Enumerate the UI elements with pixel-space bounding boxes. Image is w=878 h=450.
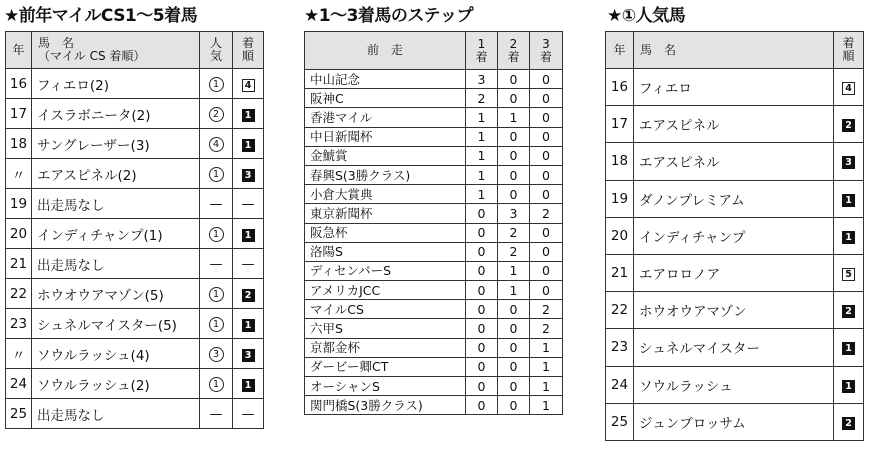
first-count: 0 — [466, 261, 498, 280]
popularity-cell — [200, 369, 233, 399]
prev-year-title: ★前年マイルCS1～5着馬 — [4, 6, 198, 26]
horse-cell: シュネルマイスター(5) — [32, 309, 200, 339]
third-count: 1 — [530, 377, 563, 396]
third-count: 0 — [530, 146, 563, 165]
first-count: 0 — [466, 242, 498, 261]
second-count: 2 — [498, 223, 530, 242]
third-count: 0 — [530, 223, 563, 242]
horse-header: 馬 名 （マイル CS 着順） — [32, 32, 200, 69]
year-cell: 22 — [6, 279, 32, 309]
first-count: 0 — [466, 319, 498, 338]
finish-cell — [834, 217, 864, 254]
first-count: 0 — [466, 357, 498, 376]
finish-badge: 1 — [842, 380, 855, 393]
table-row — [6, 369, 264, 399]
finish-badge: 3 — [242, 349, 255, 362]
finish-badge: 1 — [842, 342, 855, 355]
steps-header-row — [305, 32, 563, 70]
table-row — [606, 106, 864, 143]
finish-badge: 2 — [842, 305, 855, 318]
popularity-cell — [200, 399, 233, 429]
horse-cell: インディチャンプ — [634, 217, 834, 254]
race-cell: 小倉大賞典 — [305, 185, 466, 204]
first-count: 0 — [466, 300, 498, 319]
popularity-badge: 1 — [209, 317, 224, 332]
race-cell: 中日新聞杯 — [305, 127, 466, 146]
first-count: 0 — [466, 338, 498, 357]
table-row — [305, 146, 563, 165]
finish-badge: 2 — [842, 119, 855, 132]
favorites-table — [605, 31, 864, 441]
second-count: 1 — [498, 281, 530, 300]
table-row — [6, 129, 264, 159]
second-count: 0 — [498, 357, 530, 376]
first-count: 0 — [466, 396, 498, 415]
third-count: 0 — [530, 89, 563, 108]
table-row — [305, 242, 563, 261]
table-row — [305, 204, 563, 223]
year-cell: 24 — [606, 366, 634, 403]
third-count: 0 — [530, 108, 563, 127]
second-header: 2 着 — [498, 32, 530, 70]
second-count: 0 — [498, 185, 530, 204]
second-count: 0 — [498, 146, 530, 165]
popularity-badge: 3 — [209, 347, 224, 362]
table-row — [305, 377, 563, 396]
popularity-header: 人 気 — [200, 32, 233, 69]
first-count: 1 — [466, 108, 498, 127]
table-row — [606, 329, 864, 366]
year-cell: 20 — [6, 219, 32, 249]
finish-badge: 1 — [242, 109, 255, 122]
table-row — [305, 338, 563, 357]
third-count: 2 — [530, 204, 563, 223]
third-count: 0 — [530, 281, 563, 300]
third-count: 0 — [530, 261, 563, 280]
finish-cell — [233, 399, 264, 429]
race-cell: 関門橋S(3勝クラス) — [305, 396, 466, 415]
popularity-value: — — [209, 196, 223, 212]
second-count: 0 — [498, 396, 530, 415]
finish-value: — — [241, 256, 255, 272]
third-count: 0 — [530, 127, 563, 146]
table-row — [305, 261, 563, 280]
table-row — [305, 89, 563, 108]
table-row — [606, 217, 864, 254]
race-cell: 香港マイル — [305, 108, 466, 127]
second-count: 0 — [498, 377, 530, 396]
third-count: 0 — [530, 242, 563, 261]
table-row — [6, 99, 264, 129]
second-count: 1 — [498, 108, 530, 127]
finish-cell — [233, 279, 264, 309]
popularity-value: — — [209, 406, 223, 422]
table-row — [305, 127, 563, 146]
table-row — [6, 69, 264, 99]
race-cell: アメリカJCC — [305, 281, 466, 300]
popularity-badge: 1 — [209, 77, 224, 92]
race-cell: 京都金杯 — [305, 338, 466, 357]
popularity-badge: 1 — [209, 377, 224, 392]
finish-cell — [233, 369, 264, 399]
finish-cell — [834, 254, 864, 291]
first-count: 0 — [466, 204, 498, 223]
year-cell: 23 — [606, 329, 634, 366]
second-count: 2 — [498, 242, 530, 261]
third-count: 2 — [530, 300, 563, 319]
horse-cell: ソウルラッシュ — [634, 366, 834, 403]
race-cell: 春興S(3勝クラス) — [305, 165, 466, 184]
first-header: 1 着 — [466, 32, 498, 70]
prev-year-header-row — [6, 32, 264, 69]
table-row — [606, 69, 864, 106]
second-count: 1 — [498, 261, 530, 280]
horse-cell: フィエロ — [634, 69, 834, 106]
race-cell: オーシャンS — [305, 377, 466, 396]
second-count: 0 — [498, 338, 530, 357]
horse-cell: シュネルマイスター — [634, 329, 834, 366]
race-cell: マイルCS — [305, 300, 466, 319]
table-row — [305, 185, 563, 204]
table-row — [305, 70, 563, 89]
third-count: 2 — [530, 319, 563, 338]
first-count: 2 — [466, 89, 498, 108]
horse-cell: インディチャンプ(1) — [32, 219, 200, 249]
race-cell: 中山記念 — [305, 70, 466, 89]
table-row — [305, 357, 563, 376]
finish-cell — [233, 339, 264, 369]
horse-cell: ソウルラッシュ(2) — [32, 369, 200, 399]
race-cell: 阪急杯 — [305, 223, 466, 242]
horse-header: 馬 名 — [634, 32, 834, 69]
year-cell: 21 — [6, 249, 32, 279]
year-cell: 16 — [6, 69, 32, 99]
horse-cell: ソウルラッシュ(4) — [32, 339, 200, 369]
popularity-cell — [200, 249, 233, 279]
third-count: 0 — [530, 165, 563, 184]
popularity-value: — — [209, 256, 223, 272]
year-cell: 17 — [606, 106, 634, 143]
year-header: 年 — [6, 32, 32, 69]
second-count: 3 — [498, 204, 530, 223]
table-row — [305, 300, 563, 319]
favorites-title: ★①人気馬 — [607, 6, 686, 26]
year-cell: 〃 — [6, 159, 32, 189]
year-cell: 20 — [606, 217, 634, 254]
year-cell: 17 — [6, 99, 32, 129]
finish-badge: 3 — [242, 169, 255, 182]
year-cell: 19 — [606, 180, 634, 217]
table-row — [606, 403, 864, 440]
year-cell: 〃 — [6, 339, 32, 369]
race-cell: 阪神C — [305, 89, 466, 108]
finish-cell — [233, 99, 264, 129]
year-cell: 18 — [6, 129, 32, 159]
finish-badge: 1 — [242, 139, 255, 152]
third-header: 3 着 — [530, 32, 563, 70]
popularity-cell — [200, 279, 233, 309]
year-cell: 25 — [606, 403, 634, 440]
second-count: 0 — [498, 127, 530, 146]
popularity-badge: 1 — [209, 227, 224, 242]
horse-cell: イスラボニータ(2) — [32, 99, 200, 129]
horse-cell: ダノンプレミアム — [634, 180, 834, 217]
finish-cell — [233, 159, 264, 189]
horse-cell: エアロロノア — [634, 254, 834, 291]
horse-cell: ホウオウアマゾン(5) — [32, 279, 200, 309]
race-cell: 東京新聞杯 — [305, 204, 466, 223]
popularity-cell — [200, 189, 233, 219]
horse-cell: 出走馬なし — [32, 189, 200, 219]
first-count: 1 — [466, 185, 498, 204]
finish-cell — [834, 329, 864, 366]
second-count: 0 — [498, 70, 530, 89]
table-row — [305, 223, 563, 242]
first-count: 1 — [466, 127, 498, 146]
first-count: 1 — [466, 146, 498, 165]
finish-value: — — [241, 406, 255, 422]
table-row — [6, 339, 264, 369]
race-cell: 洛陽S — [305, 242, 466, 261]
table-row — [606, 143, 864, 180]
finish-badge: 1 — [242, 319, 255, 332]
table-row — [6, 159, 264, 189]
horse-cell: 出走馬なし — [32, 249, 200, 279]
horse-cell: サングレーザー(3) — [32, 129, 200, 159]
finish-cell — [834, 292, 864, 329]
table-row — [606, 180, 864, 217]
finish-cell — [233, 129, 264, 159]
second-count: 0 — [498, 165, 530, 184]
finish-badge: 1 — [242, 229, 255, 242]
finish-cell — [834, 69, 864, 106]
table-row — [305, 281, 563, 300]
favorites-header-row — [606, 32, 864, 69]
first-count: 0 — [466, 223, 498, 242]
finish-badge: 3 — [842, 156, 855, 169]
finish-cell — [834, 143, 864, 180]
table-row — [6, 309, 264, 339]
horse-cell: エアスピネル(2) — [32, 159, 200, 189]
year-cell: 21 — [606, 254, 634, 291]
finish-badge: 1 — [842, 194, 855, 207]
third-count: 1 — [530, 338, 563, 357]
table-row — [6, 219, 264, 249]
popularity-badge: 2 — [209, 107, 224, 122]
table-row — [6, 189, 264, 219]
prev-year-table — [5, 31, 264, 429]
finish-cell — [233, 249, 264, 279]
finish-badge: 2 — [842, 417, 855, 430]
table-row — [606, 254, 864, 291]
race-cell: ダービー卿CT — [305, 357, 466, 376]
finish-cell — [834, 366, 864, 403]
popularity-badge: 1 — [209, 287, 224, 302]
table-row — [305, 108, 563, 127]
race-cell: 六甲S — [305, 319, 466, 338]
table-row — [305, 396, 563, 415]
finish-cell — [834, 180, 864, 217]
popularity-cell — [200, 99, 233, 129]
finish-header: 着 順 — [834, 32, 864, 69]
horse-cell: フィエロ(2) — [32, 69, 200, 99]
table-row — [305, 165, 563, 184]
finish-cell — [834, 403, 864, 440]
third-count: 0 — [530, 185, 563, 204]
finish-badge: 5 — [842, 268, 855, 281]
race-header: 前 走 — [305, 32, 466, 70]
race-cell: ディセンバーS — [305, 261, 466, 280]
steps-table — [304, 31, 563, 415]
first-count: 0 — [466, 377, 498, 396]
popularity-cell — [200, 339, 233, 369]
first-count: 1 — [466, 165, 498, 184]
finish-badge: 1 — [242, 379, 255, 392]
finish-badge: 1 — [842, 231, 855, 244]
finish-cell — [233, 189, 264, 219]
year-header: 年 — [606, 32, 634, 69]
finish-cell — [233, 69, 264, 99]
popularity-badge: 1 — [209, 167, 224, 182]
year-cell: 16 — [606, 69, 634, 106]
year-cell: 23 — [6, 309, 32, 339]
second-count: 0 — [498, 319, 530, 338]
first-count: 3 — [466, 70, 498, 89]
third-count: 1 — [530, 396, 563, 415]
finish-header: 着 順 — [233, 32, 264, 69]
horse-cell: 出走馬なし — [32, 399, 200, 429]
popularity-cell — [200, 309, 233, 339]
popularity-cell — [200, 159, 233, 189]
finish-value: — — [241, 196, 255, 212]
year-cell: 22 — [606, 292, 634, 329]
popularity-badge: 4 — [209, 137, 224, 152]
finish-cell — [834, 106, 864, 143]
horse-cell: ジュンブロッサム — [634, 403, 834, 440]
third-count: 0 — [530, 70, 563, 89]
year-cell: 18 — [606, 143, 634, 180]
finish-badge: 2 — [242, 289, 255, 302]
table-row — [305, 319, 563, 338]
steps-title: ★1～3着馬のステップ — [304, 6, 474, 26]
horse-cell: エアスピネル — [634, 143, 834, 180]
table-row — [606, 366, 864, 403]
table-row — [6, 399, 264, 429]
popularity-cell — [200, 69, 233, 99]
finish-badge: 4 — [842, 82, 855, 95]
second-count: 0 — [498, 300, 530, 319]
finish-badge: 4 — [242, 79, 255, 92]
race-cell: 金鯱賞 — [305, 146, 466, 165]
year-cell: 25 — [6, 399, 32, 429]
horse-cell: ホウオウアマゾン — [634, 292, 834, 329]
finish-cell — [233, 309, 264, 339]
popularity-cell — [200, 129, 233, 159]
year-cell: 19 — [6, 189, 32, 219]
table-row — [6, 249, 264, 279]
year-cell: 24 — [6, 369, 32, 399]
second-count: 0 — [498, 89, 530, 108]
popularity-cell — [200, 219, 233, 249]
finish-cell — [233, 219, 264, 249]
table-row — [6, 279, 264, 309]
third-count: 1 — [530, 357, 563, 376]
horse-cell: エアスピネル — [634, 106, 834, 143]
table-row — [606, 292, 864, 329]
first-count: 0 — [466, 281, 498, 300]
